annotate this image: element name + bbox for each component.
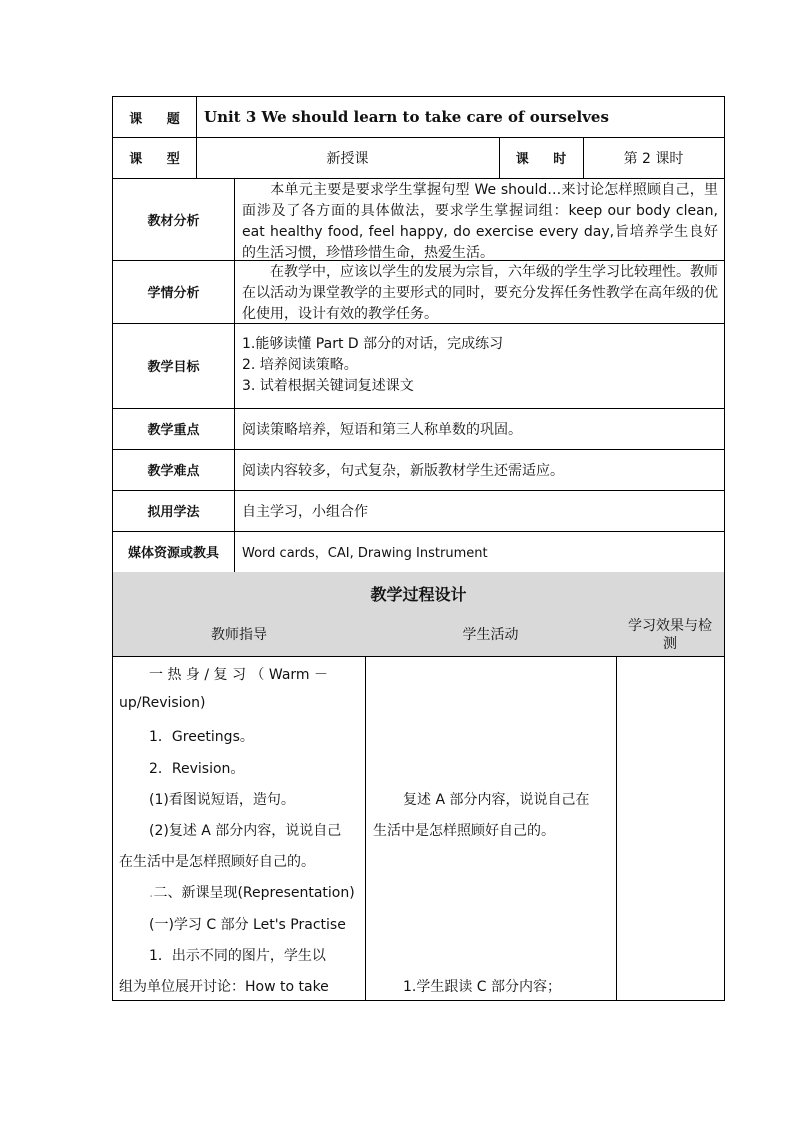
period-label: 课 时 <box>499 137 584 179</box>
teacher-line: (1)看图说短语，造句。 <box>149 792 295 808</box>
teacher-line: 一 热 身 / 复 习 （ Warm － <box>149 667 328 683</box>
objective-item: 3. 试着根据关键词复述课文 <box>242 378 414 394</box>
teacher-line: (一)学习 C 部分 Let's Practise <box>149 917 346 933</box>
teacher-line: 1．出示不同的图片，学生以 <box>149 948 326 964</box>
period-value: 第 2 课时 <box>583 137 725 179</box>
process-title: 教学过程设计 <box>112 572 725 615</box>
student-label: 学情分析 <box>112 260 235 324</box>
teacher-line: 组为单位展开讨论：How to take <box>119 979 329 995</box>
method-text: 自主学习，小组合作 <box>234 490 725 532</box>
student-line: 生活中是怎样照顾好自己的。 <box>373 823 555 839</box>
student-line: 1.学生跟读 C 部分内容； <box>403 979 562 995</box>
col-effect-head: 学习效果与检测 <box>616 614 725 657</box>
teacher-line: (2)复述 A 部分内容，说说自己 <box>149 823 342 839</box>
topic-label: 课 题 <box>112 96 197 138</box>
teacher-column <box>112 656 366 1001</box>
objective-item: 1.能够读懂 Part D 部分的对话，完成练习 <box>242 336 504 352</box>
teacher-line: 2．Revision。 <box>149 761 245 777</box>
col-teacher-head: 教师指导 <box>112 614 366 657</box>
student-text: 在教学中，应该以学生的发展为宗旨，六年级的学生学习比较理性。教师在以活动为课堂教学的主要形式的同时，要充分发挥任务性教学在高年级的优化使用，设计有效的教学任务。 <box>234 260 725 324</box>
keypoint-text: 阅读策略培养，短语和第三人称单数的巩固。 <box>234 408 725 450</box>
teacher-line: 在生活中是怎样照顾好自己的。 <box>119 854 315 870</box>
objectives-list <box>234 323 725 409</box>
student-column <box>365 656 617 1001</box>
difficulty-label: 教学难点 <box>112 449 235 491</box>
col-student-head: 学生活动 <box>365 614 617 657</box>
objectives-label: 教学目标 <box>112 323 235 409</box>
objective-item: 2. 培养阅读策略。 <box>242 357 358 373</box>
type-label: 课 型 <box>112 137 197 179</box>
teacher-line: up/Revision) <box>119 695 206 711</box>
media-text: Word cards，CAI, Drawing Instrument <box>234 531 725 573</box>
difficulty-text: 阅读内容较多，句式复杂，新版教材学生还需适应。 <box>234 449 725 491</box>
material-label: 教材分析 <box>112 178 235 261</box>
teacher-line: 1．Greetings。 <box>149 729 254 745</box>
student-line: 复述 A 部分内容，说说自己在 <box>403 792 590 808</box>
teacher-line: .二、新课呈现(Representation) <box>149 885 355 901</box>
media-label: 媒体资源或教具 <box>112 531 235 573</box>
topic-value: Unit 3 We should learn to take care of ourselves <box>196 96 725 138</box>
effect-column <box>616 656 725 1001</box>
type-value: 新授课 <box>196 137 500 179</box>
material-text: 本单元主要是要求学生掌握句型 We should…来讨论怎样照顾自己，里面涉及了各方面的具体做法，要求学生掌握词组：keep our body clean, eat healthy food, feel happy, do exercise every day,旨培养学生良好的生活习惯，珍惜珍惜生命，热爱生活。 <box>234 178 725 261</box>
keypoint-label: 教学重点 <box>112 408 235 450</box>
method-label: 拟用学法 <box>112 490 235 532</box>
